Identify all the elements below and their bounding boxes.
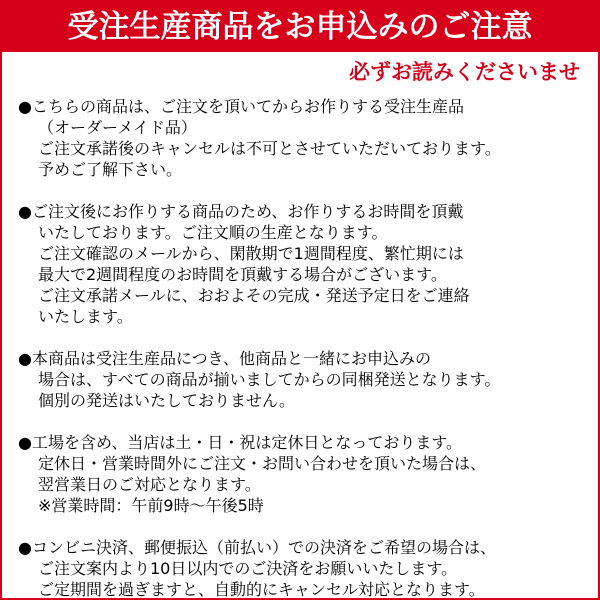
notice-line: ご注文確認のメールから、閑散期で1週間程度、繁忙期には bbox=[38, 244, 464, 263]
notice-line: 場合は、すべての商品が揃いましてからの同梱発送となります。 bbox=[38, 370, 501, 389]
notice-item-made-to-order bbox=[18, 96, 594, 180]
subtitle-must-read: 必ずお読みくださいませ bbox=[349, 60, 580, 84]
notice-line: 最大で2週間程度のお時間を頂戴する場合がございます。 bbox=[38, 265, 447, 284]
notice-line: ●ご注文後にお作りする商品のため、お作りするお時間を頂戴 bbox=[18, 202, 464, 221]
notice-item-combined-shipping bbox=[18, 348, 594, 411]
notice-item-business-hours bbox=[18, 432, 594, 516]
notice-line: ご注文承諾メールに、おおよその完成・発送予定日をご連絡 bbox=[38, 286, 470, 305]
notice-item-payment bbox=[18, 537, 594, 600]
notice-line: ご定期間を過ぎますと、自動的にキャンセル対応となります。 bbox=[38, 580, 485, 599]
notice-line: ご注文承諾後のキャンセルは不可とさせていただいております。 bbox=[38, 139, 501, 158]
notice-line: ご注文案内より10日以内でのご決済をお願いいたします。 bbox=[38, 559, 458, 578]
notice-line: ●本商品は受注生産品につき、他商品と一緒にお申込みの bbox=[18, 349, 432, 368]
notice-line: ●コンビニ決済、郵便振込（前払い）での決済をご希望の場合は、 bbox=[18, 538, 496, 557]
notice-line: 個別の発送はいたしておりません。 bbox=[38, 391, 295, 410]
notice-line: （オーダーメイド品） bbox=[38, 118, 197, 137]
notice-line: 翌営業日のご対応となります。 bbox=[38, 475, 261, 494]
notice-line: 定休日・営業時間外にご注文・お問い合わせを頂いた場合は、 bbox=[38, 454, 487, 473]
notice-line: ※営業時間：午前9時～午後5時 bbox=[38, 496, 264, 515]
notice-line: いたします。 bbox=[38, 307, 133, 326]
banner-title: 受注生産商品をお申込みのご注意 bbox=[2, 2, 598, 52]
notice-line: いたしております。ご注文順の生産となります。 bbox=[38, 223, 388, 242]
notice-line: ●工場を含め、当店は土・日・祝は定休日となっております。 bbox=[18, 433, 463, 452]
notice-line: 予めご了解下さい。 bbox=[38, 160, 183, 179]
notice-list bbox=[18, 96, 594, 600]
notice-item-production-time bbox=[18, 201, 594, 327]
notice-line: ●こちらの商品は、ご注文を頂いてからお作りする受注生産品 bbox=[18, 97, 464, 116]
